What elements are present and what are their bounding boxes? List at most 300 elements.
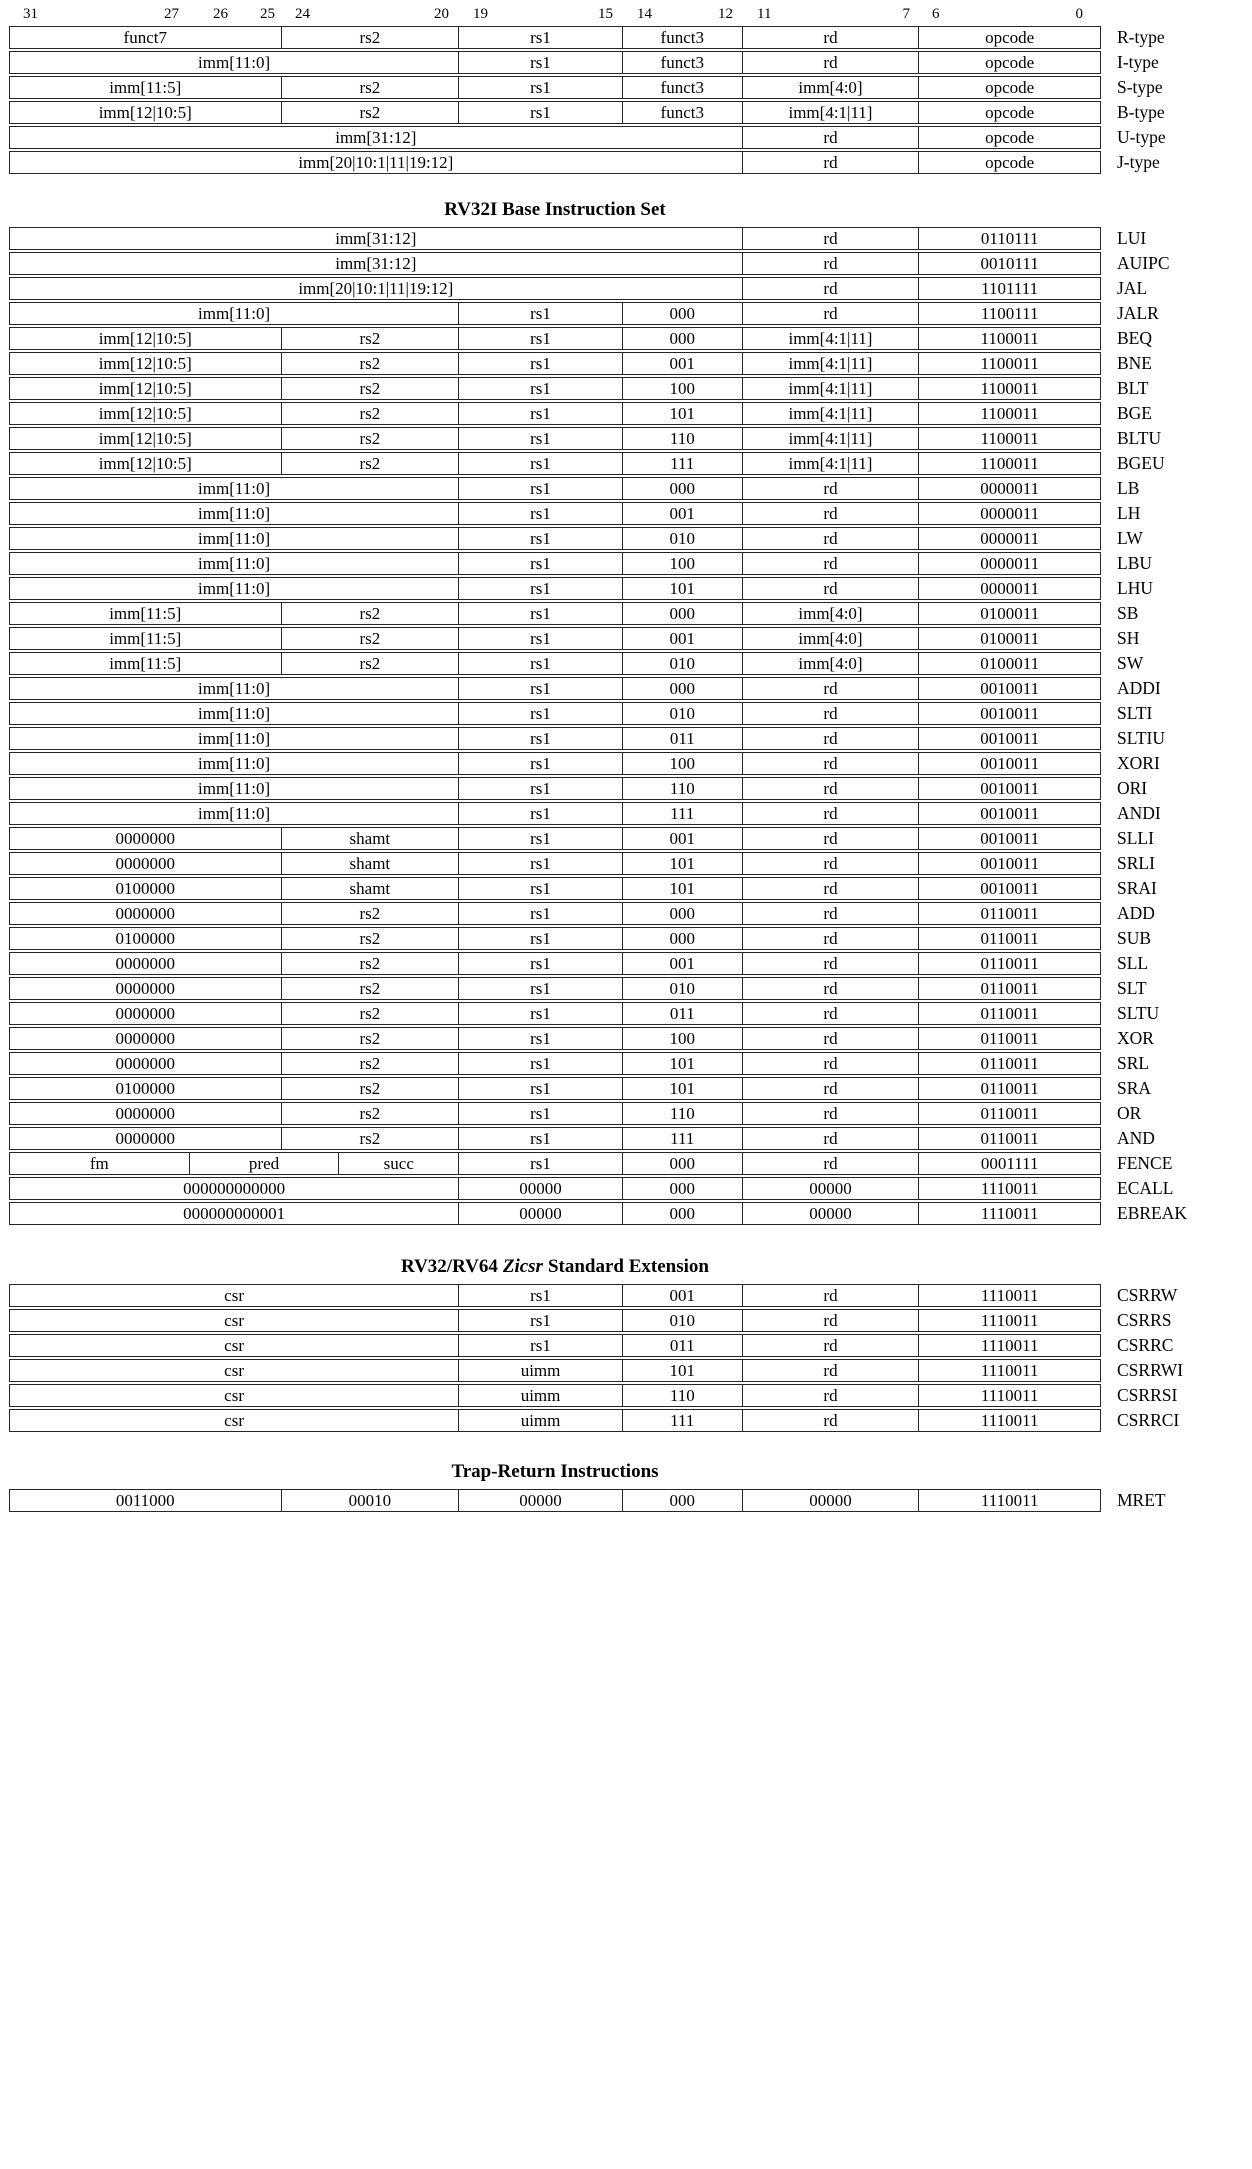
instruction-row-csrrc xyxy=(9,1334,1252,1357)
field-rs2: rs2 xyxy=(282,1028,460,1049)
field-1100011: 1100011 xyxy=(980,429,1039,448)
field-imm-11-0: imm[11:0] xyxy=(10,303,459,324)
field-001: 001 xyxy=(623,828,743,849)
encoding-fields xyxy=(9,76,1101,99)
field-rd: rd xyxy=(743,152,920,173)
instruction-row-or xyxy=(9,1102,1252,1125)
field-0100000: 0100000 xyxy=(10,928,282,949)
encoding-fields xyxy=(9,952,1101,975)
field-rd: rd xyxy=(743,27,920,48)
field-rs1: rs1 xyxy=(459,353,623,374)
instruction-row-slt xyxy=(9,977,1252,1000)
field-111: 111 xyxy=(623,1410,743,1431)
instruction-label: BGE xyxy=(1117,403,1152,423)
encoding-fields xyxy=(9,51,1101,74)
field-0000011: 0000011 xyxy=(980,529,1040,548)
instruction-label: AUIPC xyxy=(1117,253,1170,273)
encoding-fields xyxy=(9,1384,1101,1407)
encoding-fields xyxy=(9,452,1101,475)
field-rd: rd xyxy=(743,1285,920,1306)
field-101: 101 xyxy=(623,1360,743,1381)
field-110: 110 xyxy=(623,778,743,799)
instruction-row-sll xyxy=(9,952,1252,975)
field-imm-11-0: imm[11:0] xyxy=(10,503,459,524)
instruction-label: SH xyxy=(1117,628,1140,648)
encoding-fields xyxy=(9,101,1101,124)
field-rd: rd xyxy=(743,528,920,549)
field-rd: rd xyxy=(743,728,920,749)
bit-label-7: 7 xyxy=(902,5,910,22)
instruction-row-slti xyxy=(9,702,1252,725)
field-000000000000: 000000000000 xyxy=(10,1178,459,1199)
format-row-s-type xyxy=(9,76,1252,99)
instruction-label: CSRRC xyxy=(1117,1335,1174,1355)
instruction-format-table xyxy=(9,26,1252,174)
field-001: 001 xyxy=(623,503,743,524)
field-1100011: 1100011 xyxy=(980,354,1039,373)
instruction-row-and xyxy=(9,1127,1252,1150)
field-0100011: 0100011 xyxy=(980,604,1040,623)
instruction-row-lui xyxy=(9,227,1252,250)
field-0010011: 0010011 xyxy=(980,729,1040,748)
field-1110011: 1110011 xyxy=(980,1311,1039,1330)
bit-range-11-7 xyxy=(743,4,920,24)
field-rs1: rs1 xyxy=(459,753,623,774)
format-row-i-type xyxy=(9,51,1252,74)
field-0010011: 0010011 xyxy=(980,754,1040,773)
instruction-label: FENCE xyxy=(1117,1153,1173,1173)
bit-range-14-12 xyxy=(623,4,743,24)
field-rs1: rs1 xyxy=(459,503,623,524)
encoding-fields xyxy=(9,1102,1101,1125)
instruction-row-jal xyxy=(9,277,1252,300)
field-imm-31-12: imm[31:12] xyxy=(10,253,743,274)
field-rs1: rs1 xyxy=(459,803,623,824)
field-imm-20-10-1-11-19-12: imm[20|10:1|11|19:12] xyxy=(10,278,743,299)
instruction-label: SRA xyxy=(1117,1078,1152,1098)
instruction-label: I-type xyxy=(1117,52,1159,72)
encoding-fields xyxy=(9,126,1101,149)
field-111: 111 xyxy=(623,803,743,824)
bit-label-12: 12 xyxy=(718,5,733,22)
instruction-label: CSRRW xyxy=(1117,1285,1178,1305)
field-rs1: rs1 xyxy=(459,1103,623,1124)
instruction-row-andi xyxy=(9,802,1252,825)
field-rs2: rs2 xyxy=(282,953,460,974)
field-100: 100 xyxy=(623,753,743,774)
field-rd: rd xyxy=(743,753,920,774)
instruction-label: XORI xyxy=(1117,753,1160,773)
field-imm-4-1-11: imm[4:1|11] xyxy=(743,328,920,349)
field-101: 101 xyxy=(623,878,743,899)
field-rs2: rs2 xyxy=(282,102,460,123)
field-rd: rd xyxy=(743,1103,920,1124)
instruction-row-sw xyxy=(9,652,1252,675)
instruction-label: J-type xyxy=(1117,152,1160,172)
instruction-row-sb xyxy=(9,602,1252,625)
field-100: 100 xyxy=(623,1028,743,1049)
encoding-fields xyxy=(9,402,1101,425)
field-imm-11-0: imm[11:0] xyxy=(10,703,459,724)
encoding-fields xyxy=(9,602,1101,625)
instruction-row-jalr xyxy=(9,302,1252,325)
field-imm-12-10-5: imm[12|10:5] xyxy=(10,428,282,449)
field-011: 011 xyxy=(623,728,743,749)
instruction-label: SRLI xyxy=(1117,853,1155,873)
field-1100011: 1100011 xyxy=(980,454,1039,473)
encoding-fields xyxy=(9,252,1101,275)
instruction-row-beq xyxy=(9,327,1252,350)
field-rs1: rs1 xyxy=(459,603,623,624)
instruction-label: SLTI xyxy=(1117,703,1153,723)
field-rs2: rs2 xyxy=(282,1003,460,1024)
field-0000000: 0000000 xyxy=(10,978,282,999)
field-opcode: opcode xyxy=(985,53,1035,72)
field-000: 000 xyxy=(623,478,743,499)
trap-return-instruction-table xyxy=(9,1489,1252,1512)
section-title-rv32i xyxy=(9,198,1101,222)
instruction-label: ADD xyxy=(1117,903,1155,923)
instruction-label: OR xyxy=(1117,1103,1142,1123)
instruction-label: BEQ xyxy=(1117,328,1152,348)
instruction-row-sub xyxy=(9,927,1252,950)
field-funct7: funct7 xyxy=(10,27,282,48)
bit-label-11: 11 xyxy=(757,5,772,22)
encoding-fields xyxy=(9,502,1101,525)
field-0000000: 0000000 xyxy=(10,1053,282,1074)
instruction-label: ORI xyxy=(1117,778,1148,798)
field-rs1: rs1 xyxy=(459,728,623,749)
instruction-label: R-type xyxy=(1117,27,1165,47)
encoding-fields xyxy=(9,377,1101,400)
instruction-label: SLL xyxy=(1117,953,1149,973)
field-imm-20-10-1-11-19-12: imm[20|10:1|11|19:12] xyxy=(10,152,743,173)
field-imm-11-0: imm[11:0] xyxy=(10,678,459,699)
field-rd: rd xyxy=(743,878,920,899)
field-0000011: 0000011 xyxy=(980,554,1040,573)
field-rs2: rs2 xyxy=(282,428,460,449)
field-rs1: rs1 xyxy=(459,978,623,999)
instruction-row-ori xyxy=(9,777,1252,800)
field-rs1: rs1 xyxy=(459,678,623,699)
bit-label-24: 24 xyxy=(295,5,310,22)
field-010: 010 xyxy=(623,978,743,999)
instruction-label: LH xyxy=(1117,503,1141,523)
field-rs2: rs2 xyxy=(282,603,460,624)
instruction-label: CSRRSI xyxy=(1117,1385,1178,1405)
field-rd: rd xyxy=(743,928,920,949)
field-imm-12-10-5: imm[12|10:5] xyxy=(10,453,282,474)
bit-position-ruler xyxy=(9,4,1101,24)
field-rd: rd xyxy=(743,1410,920,1431)
instruction-row-sltu xyxy=(9,1002,1252,1025)
field-imm-11-0: imm[11:0] xyxy=(10,778,459,799)
encoding-fields xyxy=(9,1202,1101,1225)
instruction-row-csrrci xyxy=(9,1409,1252,1432)
field-imm-4-0: imm[4:0] xyxy=(743,653,920,674)
field-rs1: rs1 xyxy=(459,77,623,98)
section-rv32i-base xyxy=(9,198,1252,1225)
field-rs1: rs1 xyxy=(459,1335,623,1356)
field-100: 100 xyxy=(623,378,743,399)
field-rs1: rs1 xyxy=(459,578,623,599)
field-rd: rd xyxy=(743,1153,920,1174)
encoding-fields xyxy=(9,1052,1101,1075)
encoding-fields xyxy=(9,527,1101,550)
instruction-row-bltu xyxy=(9,427,1252,450)
field-0010011: 0010011 xyxy=(980,829,1040,848)
bit-label-25: 25 xyxy=(260,5,275,22)
field-imm-11-0: imm[11:0] xyxy=(10,728,459,749)
instruction-label: LB xyxy=(1117,478,1140,498)
field-1110011: 1110011 xyxy=(980,1386,1039,1405)
field-0100011: 0100011 xyxy=(980,654,1040,673)
instruction-label: LUI xyxy=(1117,228,1147,248)
zicsr-instruction-table xyxy=(9,1284,1252,1432)
encoding-fields xyxy=(9,877,1101,900)
encoding-fields xyxy=(9,677,1101,700)
field-101: 101 xyxy=(623,403,743,424)
field-000: 000 xyxy=(623,603,743,624)
field-funct3: funct3 xyxy=(623,27,743,48)
field-rd: rd xyxy=(743,1385,920,1406)
field-rs1: rs1 xyxy=(459,828,623,849)
field-rd: rd xyxy=(743,553,920,574)
field-imm-31-12: imm[31:12] xyxy=(10,127,743,148)
field-000: 000 xyxy=(623,328,743,349)
field-rs1: rs1 xyxy=(459,628,623,649)
field-0110011: 0110011 xyxy=(980,979,1039,998)
field-shamt: shamt xyxy=(282,853,460,874)
field-1110011: 1110011 xyxy=(980,1411,1039,1430)
field-csr: csr xyxy=(10,1410,459,1431)
field-rd: rd xyxy=(743,828,920,849)
field-rs1: rs1 xyxy=(459,928,623,949)
field-0010011: 0010011 xyxy=(980,779,1040,798)
encoding-fields xyxy=(9,802,1101,825)
instruction-label: SRL xyxy=(1117,1053,1150,1073)
field-0000000: 0000000 xyxy=(10,1103,282,1124)
field-rs1: rs1 xyxy=(459,478,623,499)
field-csr: csr xyxy=(10,1360,459,1381)
bit-range-24-20 xyxy=(281,4,459,24)
field-imm-4-1-11: imm[4:1|11] xyxy=(743,453,920,474)
field-000000000001: 000000000001 xyxy=(10,1203,459,1224)
field-rd: rd xyxy=(743,853,920,874)
field-csr: csr xyxy=(10,1310,459,1331)
field-0010011: 0010011 xyxy=(980,804,1040,823)
field-rd: rd xyxy=(743,1028,920,1049)
encoding-fields xyxy=(9,427,1101,450)
instruction-label: LBU xyxy=(1117,553,1152,573)
field-rd: rd xyxy=(743,1335,920,1356)
instruction-row-addi xyxy=(9,677,1252,700)
instruction-row-bgeu xyxy=(9,452,1252,475)
field-rd: rd xyxy=(743,127,920,148)
field-rd: rd xyxy=(743,52,920,73)
field-opcode: opcode xyxy=(985,128,1035,147)
section-title-text: Trap-Return Instructions xyxy=(451,1461,659,1482)
field-011: 011 xyxy=(623,1335,743,1356)
field-shamt: shamt xyxy=(282,878,460,899)
instruction-label: SLTU xyxy=(1117,1003,1160,1023)
field-imm-12-10-5: imm[12|10:5] xyxy=(10,353,282,374)
instruction-label: SLLI xyxy=(1117,828,1154,848)
instruction-label: U-type xyxy=(1117,127,1166,147)
field-rs2: rs2 xyxy=(282,903,460,924)
field-0010011: 0010011 xyxy=(980,854,1040,873)
field-rs2: rs2 xyxy=(282,328,460,349)
field-imm-12-10-5: imm[12|10:5] xyxy=(10,328,282,349)
field-imm-4-0: imm[4:0] xyxy=(743,628,920,649)
field-imm-12-10-5: imm[12|10:5] xyxy=(10,403,282,424)
field-0100000: 0100000 xyxy=(10,1078,282,1099)
field-010: 010 xyxy=(623,528,743,549)
field-0001111: 0001111 xyxy=(980,1154,1039,1173)
field-opcode: opcode xyxy=(985,28,1035,47)
instruction-row-blt xyxy=(9,377,1252,400)
encoding-fields xyxy=(9,302,1101,325)
field-rd: rd xyxy=(743,1078,920,1099)
instruction-row-add xyxy=(9,902,1252,925)
field-0000000: 0000000 xyxy=(10,903,282,924)
instruction-row-ecall xyxy=(9,1177,1252,1200)
instruction-row-csrrs xyxy=(9,1309,1252,1332)
encoding-fields xyxy=(9,827,1101,850)
field-001: 001 xyxy=(623,953,743,974)
field-rs2: rs2 xyxy=(282,978,460,999)
field-rd: rd xyxy=(743,1128,920,1149)
bit-label-15: 15 xyxy=(598,5,613,22)
format-row-b-type xyxy=(9,101,1252,124)
instruction-label: BLT xyxy=(1117,378,1149,398)
instruction-label: BNE xyxy=(1117,353,1152,373)
field-rs2: rs2 xyxy=(282,1053,460,1074)
instruction-row-fence xyxy=(9,1152,1252,1175)
section-title-prefix: RV32/RV64 xyxy=(401,1256,498,1277)
encoding-fields xyxy=(9,1489,1101,1512)
field-csr: csr xyxy=(10,1335,459,1356)
instruction-label: JAL xyxy=(1117,278,1148,298)
instruction-row-bge xyxy=(9,402,1252,425)
field-0000011: 0000011 xyxy=(980,479,1040,498)
field-0011000: 0011000 xyxy=(10,1490,282,1511)
field-rd: rd xyxy=(743,1310,920,1331)
instruction-label: BGEU xyxy=(1117,453,1165,473)
instruction-label: SB xyxy=(1117,603,1139,623)
instruction-row-xori xyxy=(9,752,1252,775)
field-rd: rd xyxy=(743,578,920,599)
field-0110011: 0110011 xyxy=(980,1004,1039,1023)
field-001: 001 xyxy=(623,353,743,374)
field-0110011: 0110011 xyxy=(980,1104,1039,1123)
field-imm-11-5: imm[11:5] xyxy=(10,653,282,674)
field-rd: rd xyxy=(743,678,920,699)
instruction-label: AND xyxy=(1117,1128,1155,1148)
field-0010111: 0010111 xyxy=(980,254,1039,273)
encoding-fields xyxy=(9,1127,1101,1150)
field-uimm: uimm xyxy=(459,1385,623,1406)
field-rs2: rs2 xyxy=(282,27,460,48)
bit-range-31-27 xyxy=(9,4,189,24)
field-imm-4-0: imm[4:0] xyxy=(743,603,920,624)
field-rs1: rs1 xyxy=(459,403,623,424)
field-imm-4-1-11: imm[4:1|11] xyxy=(743,428,920,449)
field-imm-4-1-11: imm[4:1|11] xyxy=(743,378,920,399)
instruction-label: SUB xyxy=(1117,928,1152,948)
instruction-row-csrrw xyxy=(9,1284,1252,1307)
section-trap-return xyxy=(9,1460,1252,1512)
field-rs2: rs2 xyxy=(282,77,460,98)
field-101: 101 xyxy=(623,1078,743,1099)
field-rd: rd xyxy=(743,953,920,974)
field-00000: 00000 xyxy=(743,1490,920,1511)
field-001: 001 xyxy=(623,628,743,649)
field-0010011: 0010011 xyxy=(980,679,1040,698)
field-1110011: 1110011 xyxy=(980,1204,1039,1223)
field-rs1: rs1 xyxy=(459,1003,623,1024)
field-1100011: 1100011 xyxy=(980,379,1039,398)
field-rs1: rs1 xyxy=(459,1028,623,1049)
encoding-fields xyxy=(9,702,1101,725)
field-0000000: 0000000 xyxy=(10,1003,282,1024)
field-shamt: shamt xyxy=(282,828,460,849)
field-rs1: rs1 xyxy=(459,1053,623,1074)
field-0110111: 0110111 xyxy=(980,229,1039,248)
field-imm-4-0: imm[4:0] xyxy=(743,77,920,98)
field-funct3: funct3 xyxy=(623,77,743,98)
encoding-fields xyxy=(9,151,1101,174)
section-title-trap-return xyxy=(9,1460,1101,1484)
field-imm-11-0: imm[11:0] xyxy=(10,478,459,499)
encoding-fields xyxy=(9,227,1101,250)
field-010: 010 xyxy=(623,653,743,674)
field-rs2: rs2 xyxy=(282,1078,460,1099)
field-imm-11-0: imm[11:0] xyxy=(10,553,459,574)
instruction-row-lb xyxy=(9,477,1252,500)
instruction-label: SLT xyxy=(1117,978,1147,998)
format-row-u-type xyxy=(9,126,1252,149)
field-1100011: 1100011 xyxy=(980,404,1039,423)
field-rs1: rs1 xyxy=(459,778,623,799)
field-00000: 00000 xyxy=(743,1203,920,1224)
field-1110011: 1110011 xyxy=(980,1286,1039,1305)
instruction-label: LHU xyxy=(1117,578,1153,598)
instruction-label: SW xyxy=(1117,653,1144,673)
instruction-row-sra xyxy=(9,1077,1252,1100)
section-zicsr-extension xyxy=(9,1255,1252,1432)
instruction-label: BLTU xyxy=(1117,428,1162,448)
field-imm-4-1-11: imm[4:1|11] xyxy=(743,102,920,123)
field-0110011: 0110011 xyxy=(980,1054,1039,1073)
field-1110011: 1110011 xyxy=(980,1361,1039,1380)
instruction-label: SLTIU xyxy=(1117,728,1165,748)
field-110: 110 xyxy=(623,1103,743,1124)
field-imm-11-5: imm[11:5] xyxy=(10,628,282,649)
field-imm-12-10-5: imm[12|10:5] xyxy=(10,102,282,123)
encoding-fields xyxy=(9,327,1101,350)
encoding-fields xyxy=(9,1002,1101,1025)
field-0110011: 0110011 xyxy=(980,1029,1039,1048)
field-000: 000 xyxy=(623,903,743,924)
format-row-r-type xyxy=(9,26,1252,49)
bit-label-6: 6 xyxy=(932,5,940,22)
field-rd: rd xyxy=(743,503,920,524)
field-opcode: opcode xyxy=(985,78,1035,97)
field-101: 101 xyxy=(623,1053,743,1074)
encoding-fields xyxy=(9,627,1101,650)
field-rs1: rs1 xyxy=(459,853,623,874)
